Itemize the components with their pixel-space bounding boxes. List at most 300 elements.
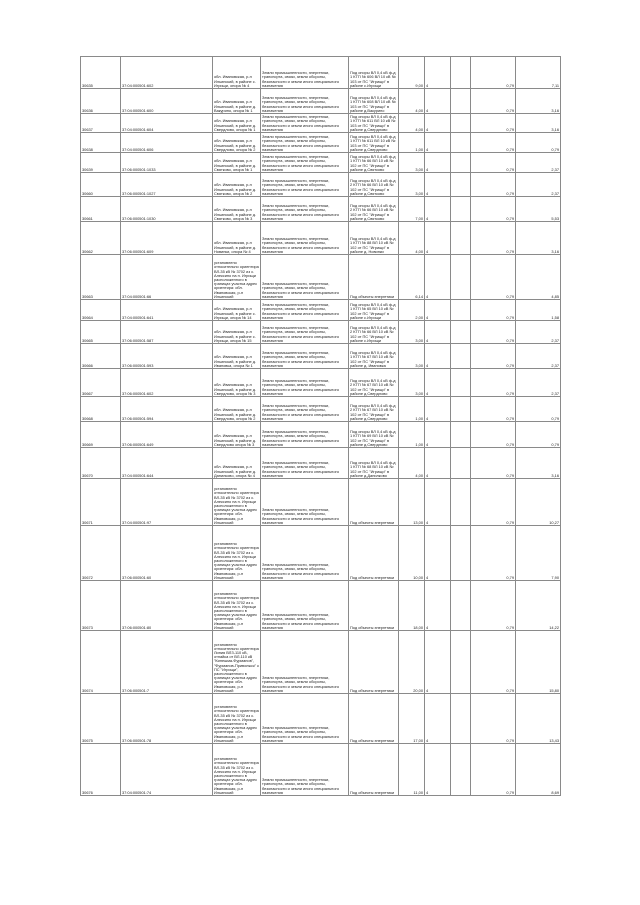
- row-number-text: 30668: [82, 415, 93, 421]
- amount-text: 0,79: [551, 146, 559, 152]
- purpose-text: Под объекты энергетики: [350, 624, 395, 630]
- address-text: обл. Ивановская, р-н Ильинский, в районе д. Данилково, опора № 4: [214, 464, 257, 478]
- cadastral-number-text: 37:04:000501:606: [122, 146, 154, 152]
- cadastral-number-text: 37:04:000501:66: [122, 293, 152, 299]
- empty-cell: [451, 321, 471, 344]
- cadastral-number-cell: [121, 581, 213, 631]
- address-text: установлено относительно ориентира ВЛ-35 кВ № 3702 из с. Алексино на п. Игрищи расположенного в границах участка адрес ориентира: обл. Ивановская, р-н Ильинский: [214, 756, 259, 795]
- land-category-text: Земли промышленности, энергетики, транспорта, связи, земли обороны, безопасности и земли иного специального назначения: [262, 203, 339, 221]
- area-text: 3,00: [415, 362, 423, 368]
- code-text: 4: [426, 215, 429, 221]
- code-text: 4: [426, 519, 429, 525]
- row-number-text: 30669: [82, 441, 93, 447]
- purpose-cell: [349, 479, 399, 526]
- purpose-text: Под опоры ВЛ 0,4 кВ ф-д 1 КТП № 67 ВЛ 10 кВ № 102 от ПС "Игрищи" в районе д. Ивановка: [350, 350, 396, 368]
- code-cell: [425, 694, 451, 744]
- amount-text: 7,11: [551, 82, 559, 88]
- amount-cell: [516, 255, 561, 300]
- rate-text: 0,79: [506, 415, 514, 421]
- address-cell: [213, 631, 261, 694]
- cadastral-number-text: 37:06:000501:78: [122, 737, 152, 743]
- amount-cell: [516, 133, 561, 153]
- code-cell: [425, 133, 451, 153]
- purpose-text: Под объекты энергетики: [350, 687, 395, 693]
- cadastral-number-cell: [121, 344, 213, 369]
- row-number-text: 30666: [82, 362, 93, 368]
- address-cell: [213, 255, 261, 300]
- rate-text: 0,79: [506, 441, 514, 447]
- land-category-cell: [261, 114, 349, 133]
- code-text: 4: [426, 337, 429, 343]
- land-category-text: Земли промышленности, энергетики, транспорта, связи, земли обороны, безопасности и земли иного специального назначения: [262, 429, 339, 447]
- cadastral-number-cell: [121, 479, 213, 526]
- empty-cell: [451, 57, 471, 89]
- row-number-cell: [81, 133, 121, 153]
- amount-cell: [516, 744, 561, 796]
- code-text: 4: [426, 687, 429, 693]
- land-category-cell: [261, 694, 349, 744]
- rate-cell: [471, 89, 516, 114]
- purpose-text: Под объекты энергетики: [350, 574, 395, 580]
- address-cell: [213, 300, 261, 321]
- address-text: установлено относительно ориентира Линия ВЛЗ-110 кВ, отпайка от ВЛ-110 кВ "Кинешма-Фурманов", "Фурманов-Приволжск" к ПС "Игрищи", расположенного в границах участка адрес ориентира: обл. Ивановская, р-н Ильинский: [214, 641, 259, 693]
- rate-text: 0,79: [506, 624, 514, 630]
- amount-cell: [516, 479, 561, 526]
- code-cell: [425, 300, 451, 321]
- purpose-text: Под опоры ВЛ 0,4 кВ ф-д 1 КТП № 66 ВЛ 10 кВ № 102 от ПС "Игрищи" в районе д.Святково: [350, 154, 396, 172]
- land-category-cell: [261, 300, 349, 321]
- table-row: [81, 422, 561, 448]
- amount-cell: [516, 397, 561, 422]
- code-text: 4: [426, 248, 429, 254]
- area-cell: [399, 114, 425, 133]
- table-row: [81, 631, 561, 694]
- row-number-text: 30675: [82, 737, 93, 743]
- code-text: 4: [426, 624, 429, 630]
- address-cell: [213, 479, 261, 526]
- address-text: установлено относительно ориентира ВЛ-35 кВ № 3702 из с. Алексино на п. Игрищи расположенного в границах участка адрес ориентира: обл. Ивановская, р-н Ильинский: [214, 260, 259, 299]
- rate-text: 0,79: [506, 390, 514, 396]
- purpose-cell: [349, 321, 399, 344]
- land-category-cell: [261, 321, 349, 344]
- code-text: 4: [426, 293, 429, 299]
- land-category-text: Земли промышленности, энергетики, транспорта, связи, земли обороны, безопасности и земли иного специального назначения: [262, 114, 339, 132]
- empty-cell: [451, 694, 471, 744]
- table-row: [81, 397, 561, 422]
- purpose-cell: [349, 57, 399, 89]
- code-cell: [425, 744, 451, 796]
- address-text: установлено относительно ориентира ВЛ-35 кВ № 3702 из с. Алексино на п. Игрищи расположенного в границах участка адрес ориентира: обл. Ивановская, р-н Ильинский: [214, 704, 259, 743]
- rate-cell: [471, 114, 516, 133]
- address-cell: [213, 114, 261, 133]
- purpose-cell: [349, 173, 399, 197]
- rate-text: 0,79: [506, 107, 514, 113]
- table-row: [81, 114, 561, 133]
- cadastral-number-text: 37:06:000501:1030: [122, 215, 156, 221]
- code-text: 4: [426, 472, 429, 478]
- row-number-cell: [81, 89, 121, 114]
- cadastral-number-cell: [121, 422, 213, 448]
- row-number-text: 30635: [82, 82, 93, 88]
- rate-text: 0,79: [506, 146, 514, 152]
- purpose-text: Под объекты энергетики: [350, 737, 395, 743]
- amount-text: 7,90: [551, 574, 559, 580]
- row-number-cell: [81, 344, 121, 369]
- area-text: 17,00: [413, 737, 423, 743]
- cadastral-number-cell: [121, 197, 213, 222]
- empty-cell: [451, 526, 471, 581]
- cadastral-number-text: 37:06:000501:1027: [122, 190, 156, 196]
- rate-cell: [471, 526, 516, 581]
- land-category-text: Земли промышленности, энергетики, транспорта, связи, земли обороны, безопасности и земли иного специального назначения: [262, 70, 339, 88]
- table-row: [81, 300, 561, 321]
- land-category-text: Земли промышленности, энергетики, транспорта, связи, земли обороны, безопасности и земли иного специального назначения: [262, 777, 339, 795]
- cadastral-number-cell: [121, 114, 213, 133]
- area-cell: [399, 173, 425, 197]
- amount-cell: [516, 581, 561, 631]
- rate-text: 0,79: [506, 737, 514, 743]
- address-text: обл. Ивановская, р-н Ильинский, в районе д. Вакурино, опора № 1: [214, 99, 257, 113]
- address-cell: [213, 369, 261, 397]
- amount-text: 10,27: [549, 519, 559, 525]
- table-row: [81, 197, 561, 222]
- code-cell: [425, 581, 451, 631]
- area-cell: [399, 57, 425, 89]
- amount-cell: [516, 89, 561, 114]
- amount-text: 2,37: [551, 390, 559, 396]
- address-text: обл. Ивановская, р-н Ильинский, в районе д. Святково, опора № 3: [214, 207, 257, 221]
- table-row: [81, 57, 561, 89]
- area-cell: [399, 344, 425, 369]
- code-cell: [425, 114, 451, 133]
- code-cell: [425, 57, 451, 89]
- land-category-text: Земли промышленности, энергетики, транспорта, связи, земли обороны, безопасности и земли иного специального назначения: [262, 378, 339, 396]
- area-text: 1,00: [415, 146, 423, 152]
- purpose-text: Под опоры ВЛ 0,4 кВ ф-д 1 КТП № 606 ВЛ 10 кВ № 103 от ПС "Игрищи" в районе с.Игрищи: [350, 70, 396, 88]
- code-cell: [425, 197, 451, 222]
- address-cell: [213, 173, 261, 197]
- empty-cell: [451, 89, 471, 114]
- code-text: 4: [426, 574, 429, 580]
- address-cell: [213, 448, 261, 479]
- row-number-cell: [81, 255, 121, 300]
- land-category-cell: [261, 631, 349, 694]
- row-number-cell: [81, 744, 121, 796]
- empty-cell: [451, 300, 471, 321]
- empty-cell: [451, 422, 471, 448]
- land-category-cell: [261, 448, 349, 479]
- cadastral-number-cell: [121, 300, 213, 321]
- code-text: 4: [426, 190, 429, 196]
- address-text: установлено относительно ориентира ВЛ-35 кВ № 3702 из с. Алексино на п. Игрищи расположенного в границах участка адрес ориентира: обл. Ивановская, р-н Ильинский: [214, 541, 259, 580]
- empty-cell: [451, 369, 471, 397]
- address-text: установлено относительно ориентира ВЛ-35 кВ № 3702 из с. Алексино на п. Игрищи расположенного в границах участка адрес ориентира: обл. Ивановская, р-н Ильинский: [214, 486, 259, 525]
- code-cell: [425, 222, 451, 255]
- row-number-cell: [81, 694, 121, 744]
- address-text: обл. Ивановская, р-н Ильинский, в районе д. Свердлово, опора № 1: [214, 118, 257, 132]
- land-category-text: Земли промышленности, энергетики, транспорта, связи, земли обороны, безопасности и земли иного специального назначения: [262, 154, 339, 172]
- area-cell: [399, 448, 425, 479]
- purpose-cell: [349, 114, 399, 133]
- empty-cell: [451, 479, 471, 526]
- land-category-cell: [261, 397, 349, 422]
- cadastral-number-cell: [121, 744, 213, 796]
- code-text: 4: [426, 362, 429, 368]
- row-number-text: 30637: [82, 126, 93, 132]
- cadastral-number-cell: [121, 526, 213, 581]
- row-number-cell: [81, 581, 121, 631]
- land-category-cell: [261, 133, 349, 153]
- row-number-text: 30662: [82, 248, 93, 254]
- rate-text: 0,79: [506, 314, 514, 320]
- purpose-cell: [349, 694, 399, 744]
- table-row: [81, 526, 561, 581]
- area-cell: [399, 479, 425, 526]
- area-cell: [399, 255, 425, 300]
- rate-cell: [471, 369, 516, 397]
- row-number-cell: [81, 114, 121, 133]
- row-number-text: 30671: [82, 519, 93, 525]
- purpose-cell: [349, 197, 399, 222]
- land-category-cell: [261, 173, 349, 197]
- table-row: [81, 89, 561, 114]
- row-number-cell: [81, 526, 121, 581]
- address-text: обл. Ивановская, р-н Ильинский, в районе д. Святково, опора № 1: [214, 158, 257, 172]
- code-cell: [425, 344, 451, 369]
- rate-text: 0,79: [506, 248, 514, 254]
- amount-cell: [516, 344, 561, 369]
- purpose-cell: [349, 581, 399, 631]
- amount-cell: [516, 114, 561, 133]
- address-text: обл. Ивановская, р-н Ильинский, в районе д. Свердлово, опора № 2: [214, 138, 257, 152]
- cadastral-number-text: 37:04:000501:600: [122, 107, 154, 113]
- area-cell: [399, 300, 425, 321]
- amount-text: 1,58: [551, 314, 559, 320]
- land-category-text: Земли промышленности, энергетики, транспорта, связи, земли обороны, безопасности и земли иного специального назначения: [262, 350, 339, 368]
- area-cell: [399, 222, 425, 255]
- empty-cell: [451, 153, 471, 173]
- code-text: 4: [426, 126, 429, 132]
- table-row: [81, 479, 561, 526]
- rate-cell: [471, 173, 516, 197]
- code-cell: [425, 526, 451, 581]
- cadastral-number-text: 37:04:000501:641: [122, 314, 154, 320]
- purpose-cell: [349, 369, 399, 397]
- area-text: 4,00: [415, 472, 423, 478]
- area-text: 4,00: [415, 248, 423, 254]
- amount-cell: [516, 422, 561, 448]
- area-cell: [399, 397, 425, 422]
- address-cell: [213, 153, 261, 173]
- cadastral-number-text: 37:06:000501:1033: [122, 166, 156, 172]
- empty-cell: [451, 133, 471, 153]
- rate-cell: [471, 133, 516, 153]
- purpose-cell: [349, 631, 399, 694]
- rate-text: 0,79: [506, 190, 514, 196]
- rate-cell: [471, 479, 516, 526]
- land-category-text: Земли промышленности, энергетики, транспорта, связи, земли обороны, безопасности и земли иного специального назначения: [262, 134, 339, 152]
- rate-cell: [471, 222, 516, 255]
- area-cell: [399, 744, 425, 796]
- code-cell: [425, 89, 451, 114]
- empty-cell: [451, 448, 471, 479]
- code-cell: [425, 479, 451, 526]
- land-category-text: Земли промышленности, энергетики, транспорта, связи, земли обороны, безопасности и земли иного специального назначения: [262, 612, 339, 630]
- table-body: [81, 57, 561, 796]
- row-number-cell: [81, 448, 121, 479]
- land-category-text: Земли промышленности, энергетики, транспорта, связи, земли обороны, безопасности и земли иного специального назначения: [262, 507, 339, 525]
- row-number-cell: [81, 153, 121, 173]
- code-text: 4: [426, 441, 429, 447]
- amount-cell: [516, 448, 561, 479]
- amount-cell: [516, 369, 561, 397]
- area-cell: [399, 133, 425, 153]
- cadastral-number-text: 37:04:000501:74: [122, 789, 152, 795]
- area-text: 10,00: [413, 574, 423, 580]
- purpose-text: Под опоры ВЛ 0,4 кВ ф-д 1 КТП № 611 ВЛ 10 кВ № 103 от ПС "Игрищи" в районе д.Свердлово: [350, 114, 396, 132]
- table-row: [81, 255, 561, 300]
- purpose-cell: [349, 255, 399, 300]
- land-category-text: Земли промышленности, энергетики, транспорта, связи, земли обороны, безопасности и земли иного специального назначения: [262, 725, 339, 743]
- rate-text: 0,79: [506, 126, 514, 132]
- address-cell: [213, 422, 261, 448]
- purpose-cell: [349, 153, 399, 173]
- rate-text: 0,79: [506, 82, 514, 88]
- rate-text: 0,79: [506, 215, 514, 221]
- amount-text: 2,37: [551, 337, 559, 343]
- rate-text: 0,79: [506, 337, 514, 343]
- table-row: [81, 321, 561, 344]
- cadastral-number-text: 37:04:000501:602: [122, 82, 154, 88]
- amount-text: 0,79: [551, 441, 559, 447]
- cadastral-number-cell: [121, 369, 213, 397]
- purpose-cell: [349, 89, 399, 114]
- rate-text: 0,79: [506, 472, 514, 478]
- cadastral-number-cell: [121, 397, 213, 422]
- area-cell: [399, 694, 425, 744]
- address-cell: [213, 222, 261, 255]
- cadastral-number-text: 37:06:000501:7: [122, 687, 150, 693]
- cadastral-number-text: 37:04:000501:97: [122, 519, 152, 525]
- row-number-text: 30676: [82, 789, 93, 795]
- cadastral-number-cell: [121, 255, 213, 300]
- cadastral-number-cell: [121, 631, 213, 694]
- row-number-text: 30639: [82, 166, 93, 172]
- area-text: 6,14: [415, 293, 423, 299]
- purpose-text: Под опоры ВЛ 0,4 кВ ф-д 2 КТП № 67 ВЛ 10 кВ № 102 от ПС "Игрищи" в районе д.Свердлово: [350, 378, 396, 396]
- amount-text: 14,22: [549, 624, 559, 630]
- row-number-text: 30663: [82, 293, 93, 299]
- cadastral-number-text: 37:06:000501:602: [122, 390, 154, 396]
- area-text: 1,00: [415, 415, 423, 421]
- cadastral-number-cell: [121, 694, 213, 744]
- purpose-text: Под опоры ВЛ 0,4 кВ ф-д 1 КТП № 69 ВЛ 10 кВ № 102 от ПС "Игрищи" в районе д.Свердлово: [350, 429, 396, 447]
- address-cell: [213, 133, 261, 153]
- land-category-cell: [261, 57, 349, 89]
- rate-cell: [471, 300, 516, 321]
- address-text: обл. Ивановская, р-н Ильинский, в районе с. Игрищи, опора № 15: [214, 329, 256, 343]
- purpose-text: Под опоры ВЛ 0,4 кВ ф-д 1 КТП № 611 ВЛ 10 кВ № 103 от ПС "Игрищи" в районе д.Свердлово: [350, 134, 396, 152]
- rate-cell: [471, 581, 516, 631]
- row-number-cell: [81, 631, 121, 694]
- amount-cell: [516, 321, 561, 344]
- land-category-cell: [261, 581, 349, 631]
- cadastral-number-text: 37:06:000501:587: [122, 337, 154, 343]
- table-row: [81, 222, 561, 255]
- land-category-cell: [261, 344, 349, 369]
- land-category-text: Земли промышленности, энергетики, транспорта, связи, земли обороны, безопасности и земли иного специального назначения: [262, 178, 339, 196]
- empty-cell: [451, 114, 471, 133]
- table-row: [81, 448, 561, 479]
- address-cell: [213, 581, 261, 631]
- address-text: обл. Ивановская, р-н Ильинский, в районе д. Свердлово опора № 3: [214, 433, 257, 447]
- purpose-text: Под опоры ВЛ 0,4 кВ ф-д 2 КТП № 66 ВЛ 10 кВ № 102 от ПС "Игрищи" в районе д.Святково: [350, 178, 396, 196]
- area-cell: [399, 422, 425, 448]
- row-number-cell: [81, 422, 121, 448]
- rate-cell: [471, 397, 516, 422]
- row-number-cell: [81, 57, 121, 89]
- purpose-cell: [349, 526, 399, 581]
- area-text: 9,00: [415, 82, 423, 88]
- purpose-text: Под опоры ВЛ 0,4 кВ ф-д 2 КТП № 67 ВЛ 10 кВ № 102 от ПС "Игрищи" в районе д.Свердлово: [350, 403, 396, 421]
- empty-cell: [451, 344, 471, 369]
- address-cell: [213, 89, 261, 114]
- row-number-cell: [81, 369, 121, 397]
- row-number-text: 30638: [82, 146, 93, 152]
- row-number-text: 30665: [82, 337, 93, 343]
- purpose-cell: [349, 397, 399, 422]
- code-text: 4: [426, 390, 429, 396]
- rate-cell: [471, 744, 516, 796]
- empty-cell: [451, 222, 471, 255]
- land-category-cell: [261, 153, 349, 173]
- area-text: 4,00: [415, 126, 423, 132]
- row-number-text: 30661: [82, 215, 93, 221]
- area-text: 3,00: [415, 166, 423, 172]
- land-category-text: Земли промышленности, энергетики, транспорта, связи, земли обороны, безопасности и земли иного специального назначения: [262, 95, 339, 113]
- area-text: 3,00: [415, 390, 423, 396]
- rate-text: 0,79: [506, 789, 514, 795]
- land-category-cell: [261, 89, 349, 114]
- cadastral-number-text: 37:06:000501:593: [122, 362, 154, 368]
- area-cell: [399, 89, 425, 114]
- amount-cell: [516, 300, 561, 321]
- address-text: обл. Ивановская, р-н Ильинский, в районе д. Ивановка, опора № 1: [214, 354, 257, 368]
- code-cell: [425, 422, 451, 448]
- row-number-cell: [81, 397, 121, 422]
- purpose-text: Под опоры ВЛ 0,4 кВ ф-д 1 КТП № 88 ВЛ 10 кВ № 102 от ПС "Игрищи" в районе д. Новинки: [350, 236, 396, 254]
- area-text: 13,00: [413, 519, 423, 525]
- table-row: [81, 133, 561, 153]
- address-cell: [213, 397, 261, 422]
- rate-text: 0,79: [506, 687, 514, 693]
- land-category-cell: [261, 197, 349, 222]
- area-cell: [399, 153, 425, 173]
- row-number-text: 30672: [82, 574, 93, 580]
- area-text: 7,00: [415, 215, 423, 221]
- row-number-cell: [81, 321, 121, 344]
- cadastral-number-cell: [121, 57, 213, 89]
- amount-text: 2,37: [551, 166, 559, 172]
- land-category-cell: [261, 479, 349, 526]
- address-cell: [213, 57, 261, 89]
- purpose-text: Под объекты энергетики: [350, 789, 395, 795]
- land-category-cell: [261, 422, 349, 448]
- empty-cell: [451, 581, 471, 631]
- empty-cell: [451, 631, 471, 694]
- land-category-text: Земли промышленности, энергетики, транспорта, связи, земли обороны, безопасности и земли иного специального назначения: [262, 325, 339, 343]
- area-cell: [399, 321, 425, 344]
